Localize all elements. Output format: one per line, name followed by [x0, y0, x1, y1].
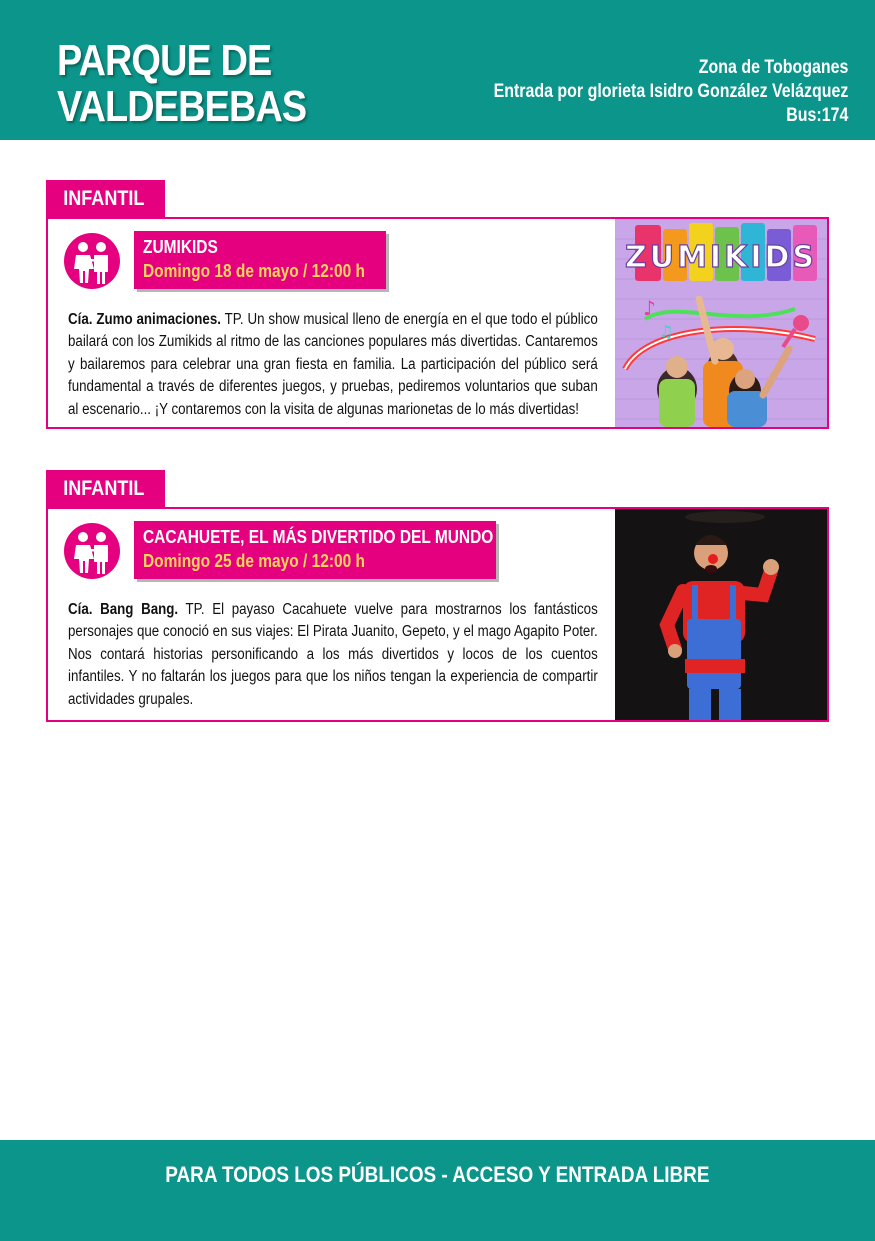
event-photo-zumikids — [615, 219, 827, 427]
event-section-2 — [46, 470, 829, 724]
venue-title — [57, 38, 306, 130]
event-text: TP. Un show musical lleno de energía en el que todo el público bailará con los Zumikids al ritmo de las canciones populares más divertidas. Cantaremos y bailaremos para celebrar una gran fiesta en familia. La participación del público será fundamental a través de diferentes juegos, y pruebas, pediremos voluntarios que suban al escenario... ¡Y contaremos con la visita de algunas marionetas de lo más divertidas! — [68, 311, 598, 418]
event-title: CACAHUETE, EL MÁS DIVERTIDO DEL MUNDO — [143, 527, 494, 547]
footer-text: PARA TODOS LOS PÚBLICOS - ACCESO Y ENTRADA LIBRE — [165, 1162, 710, 1187]
venue-title-line1: PARQUE DE — [57, 36, 272, 85]
event-section-1 — [46, 180, 829, 432]
category-tab: INFANTIL — [46, 180, 165, 217]
event-company: Cía. Bang Bang. — [68, 601, 179, 618]
event-title-box — [134, 521, 496, 579]
event-text: TP. El payaso Cacahuete vuelve para mostrarnos los fantásticos personajes que conoció en sus viajes: El Pirata Juanito, Gepeto, y el mago Agapito Poter. Nos contará historias personificando a los más divertidos y locos de los cuentos infantiles. Y no faltarán los juegos para que los niños tengan la experiencia de compartir actividades grupales. — [68, 601, 598, 708]
location-entrance: Entrada por glorieta Isidro González Velázquez — [493, 81, 848, 102]
event-description — [68, 309, 598, 421]
event-card — [46, 217, 829, 429]
svg-text:♫: ♫ — [659, 322, 674, 341]
location-zone: Zona de Toboganes — [698, 57, 848, 78]
event-title: ZUMIKIDS — [143, 237, 218, 257]
event-date: Domingo 18 de mayo / 12:00 h — [143, 261, 365, 281]
zumikids-photo — [615, 219, 827, 427]
category-tab: INFANTIL — [46, 470, 165, 507]
venue-title-line2: VALDEBEBAS — [57, 82, 307, 131]
location-info — [426, 56, 848, 128]
event-photo-cacahuete — [615, 509, 827, 720]
clown-photo — [615, 509, 827, 720]
event-company: Cía. Zumo animaciones. — [68, 311, 221, 328]
event-date: Domingo 25 de mayo / 12:00 h — [143, 551, 365, 571]
event-description — [68, 599, 598, 711]
zumikids-logo-text: ZUMIKIDS — [624, 240, 818, 275]
svg-text:♪: ♪ — [643, 296, 656, 320]
event-card — [46, 507, 829, 722]
kids-icon — [64, 233, 120, 289]
location-bus: Bus:174 — [785, 105, 848, 126]
event-title-box — [134, 231, 386, 289]
page-footer — [0, 1140, 875, 1241]
kids-icon — [64, 523, 120, 579]
